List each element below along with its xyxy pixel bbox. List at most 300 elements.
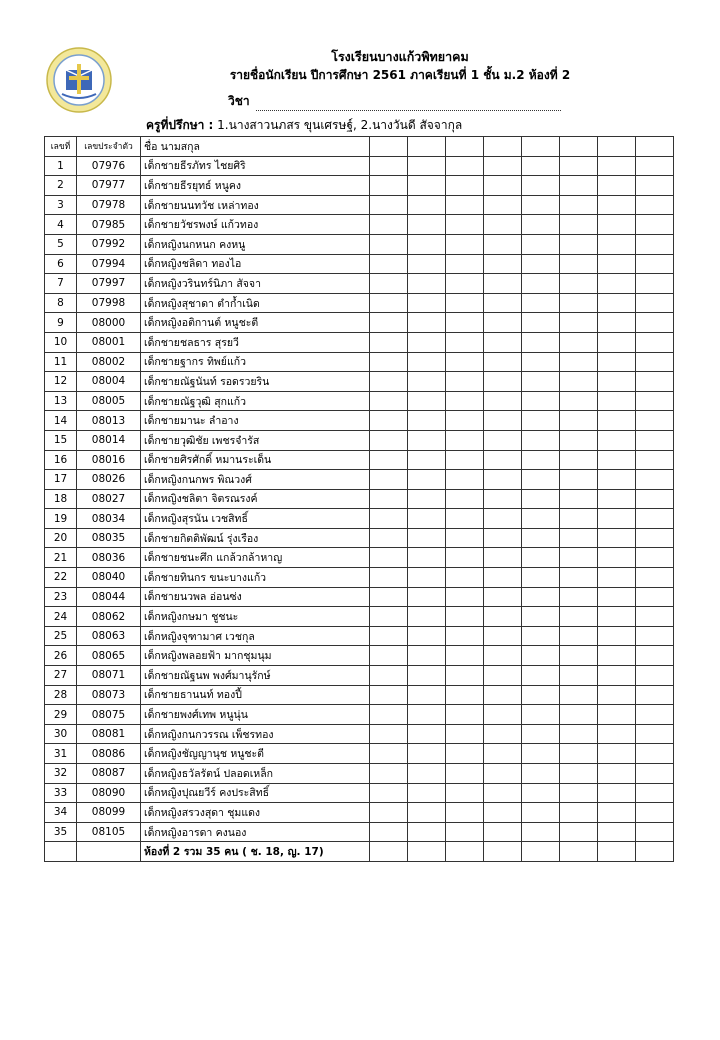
cell-blank <box>636 783 674 803</box>
cell-student-id: 08090 <box>77 783 141 803</box>
table-row <box>45 176 674 196</box>
cell-blank <box>484 176 522 196</box>
cell-blank <box>370 391 408 411</box>
table-row <box>45 626 674 646</box>
cell-blank <box>636 156 674 176</box>
cell-blank <box>560 803 598 823</box>
summary-blank <box>560 842 598 862</box>
cell-blank <box>370 430 408 450</box>
table-row <box>45 430 674 450</box>
cell-blank <box>560 254 598 274</box>
cell-blank <box>370 274 408 294</box>
cell-blank <box>484 705 522 725</box>
table-row <box>45 215 674 235</box>
cell-blank <box>370 803 408 823</box>
cell-blank <box>370 724 408 744</box>
cell-blank <box>446 607 484 627</box>
cell-blank <box>446 313 484 333</box>
cell-blank <box>636 548 674 568</box>
cell-blank <box>598 724 636 744</box>
cell-blank <box>522 234 560 254</box>
header-name: ชื่อ นามสกุล <box>141 137 370 157</box>
cell-name: เด็กหญิงปุณยวีร์ คงประสิทธิ์ <box>141 783 370 803</box>
school-logo <box>44 46 114 114</box>
cell-blank <box>484 822 522 842</box>
cell-blank <box>636 215 674 235</box>
cell-blank <box>522 176 560 196</box>
table-row <box>45 391 674 411</box>
cell-number: 5 <box>45 234 77 254</box>
cell-student-id: 08014 <box>77 430 141 450</box>
cell-blank <box>522 822 560 842</box>
cell-number: 33 <box>45 783 77 803</box>
cell-blank <box>598 391 636 411</box>
cell-blank <box>484 607 522 627</box>
cell-blank <box>446 176 484 196</box>
cell-blank <box>446 450 484 470</box>
cell-number: 3 <box>45 195 77 215</box>
cell-blank <box>408 724 446 744</box>
header-blank <box>408 137 446 157</box>
cell-blank <box>408 587 446 607</box>
cell-blank <box>598 666 636 686</box>
cell-blank <box>598 156 636 176</box>
cell-blank <box>446 568 484 588</box>
cell-student-id: 08062 <box>77 607 141 627</box>
cell-name: เด็กหญิงสุชาดา ตำก้ำเนิด <box>141 293 370 313</box>
cell-blank <box>560 607 598 627</box>
cell-blank <box>446 646 484 666</box>
cell-blank <box>598 646 636 666</box>
cell-blank <box>484 372 522 392</box>
cell-student-id: 08034 <box>77 509 141 529</box>
cell-blank <box>484 195 522 215</box>
summary-blank <box>77 842 141 862</box>
table-row <box>45 509 674 529</box>
cell-blank <box>484 450 522 470</box>
cell-blank <box>560 450 598 470</box>
cell-blank <box>484 528 522 548</box>
cell-student-id: 07985 <box>77 215 141 235</box>
table-row <box>45 411 674 431</box>
cell-blank <box>560 293 598 313</box>
cell-number: 25 <box>45 626 77 646</box>
cell-blank <box>598 822 636 842</box>
cell-blank <box>370 372 408 392</box>
cell-blank <box>370 215 408 235</box>
cell-blank <box>522 509 560 529</box>
cell-name: เด็กหญิงจุฑามาศ เวชกุล <box>141 626 370 646</box>
cell-student-id: 08065 <box>77 646 141 666</box>
cell-student-id: 07992 <box>77 234 141 254</box>
cell-blank <box>598 587 636 607</box>
cell-blank <box>560 391 598 411</box>
cell-blank <box>522 450 560 470</box>
cell-blank <box>484 803 522 823</box>
cell-blank <box>408 195 446 215</box>
cell-student-id: 08040 <box>77 568 141 588</box>
cell-blank <box>446 548 484 568</box>
advisor-names: 1.นางสาวนภสร ขุนเศรษฐ์, 2.นางวันดี สัจจากุล <box>217 118 463 132</box>
cell-blank <box>484 332 522 352</box>
cell-blank <box>636 254 674 274</box>
cell-blank <box>598 744 636 764</box>
cell-student-id: 08086 <box>77 744 141 764</box>
cell-blank <box>636 470 674 490</box>
table-row <box>45 528 674 548</box>
cell-number: 11 <box>45 352 77 372</box>
subject-label: วิชา <box>228 94 250 108</box>
cell-number: 19 <box>45 509 77 529</box>
cell-blank <box>446 391 484 411</box>
cell-blank <box>370 568 408 588</box>
cell-blank <box>598 215 636 235</box>
table-row <box>45 607 674 627</box>
cell-blank <box>560 626 598 646</box>
header-blank <box>370 137 408 157</box>
cell-blank <box>446 215 484 235</box>
cell-blank <box>446 352 484 372</box>
cell-blank <box>484 391 522 411</box>
cell-blank <box>408 568 446 588</box>
cell-blank <box>522 705 560 725</box>
cell-name: เด็กชายธานนท์ ทองปี้ <box>141 685 370 705</box>
cell-blank <box>408 156 446 176</box>
cell-blank <box>598 450 636 470</box>
cell-student-id: 07994 <box>77 254 141 274</box>
cell-blank <box>636 176 674 196</box>
cell-blank <box>598 195 636 215</box>
cell-number: 9 <box>45 313 77 333</box>
cell-blank <box>408 764 446 784</box>
school-name: โรงเรียนบางแก้วพิทยาคม <box>331 49 469 64</box>
cell-blank <box>560 724 598 744</box>
cell-blank <box>560 411 598 431</box>
cell-blank <box>598 274 636 294</box>
cell-blank <box>446 744 484 764</box>
cell-number: 22 <box>45 568 77 588</box>
summary-row <box>45 842 674 862</box>
cell-student-id: 08000 <box>77 313 141 333</box>
cell-blank <box>370 626 408 646</box>
cell-blank <box>370 293 408 313</box>
cell-blank <box>598 685 636 705</box>
cell-blank <box>636 764 674 784</box>
cell-blank <box>484 293 522 313</box>
cell-blank <box>408 411 446 431</box>
cell-blank <box>522 215 560 235</box>
cell-name: เด็กชายณัฐนันท์ รอดรวยริน <box>141 372 370 392</box>
cell-blank <box>446 254 484 274</box>
cell-blank <box>636 450 674 470</box>
cell-blank <box>408 744 446 764</box>
cell-number: 4 <box>45 215 77 235</box>
cell-blank <box>408 332 446 352</box>
cell-student-id: 08036 <box>77 548 141 568</box>
cell-blank <box>370 254 408 274</box>
cell-blank <box>560 685 598 705</box>
header-blank <box>446 137 484 157</box>
cell-blank <box>598 803 636 823</box>
table-row <box>45 156 674 176</box>
cell-student-id: 08016 <box>77 450 141 470</box>
cell-blank <box>522 332 560 352</box>
cell-blank <box>484 470 522 490</box>
cell-blank <box>484 509 522 529</box>
cell-number: 13 <box>45 391 77 411</box>
cell-blank <box>636 646 674 666</box>
cell-name: เด็กหญิงกษมา ชูชนะ <box>141 607 370 627</box>
cell-blank <box>636 528 674 548</box>
cell-blank <box>446 764 484 784</box>
header-number: เลขที่ <box>45 137 77 157</box>
cell-blank <box>522 607 560 627</box>
cell-blank <box>598 783 636 803</box>
cell-name: เด็กชายณัฐวุฒิ สุกแก้ว <box>141 391 370 411</box>
cell-blank <box>370 450 408 470</box>
cell-blank <box>446 509 484 529</box>
cell-blank <box>598 411 636 431</box>
table-row <box>45 195 674 215</box>
cell-blank <box>446 293 484 313</box>
cell-blank <box>522 430 560 450</box>
cell-blank <box>560 509 598 529</box>
cell-blank <box>484 666 522 686</box>
cell-name: เด็กหญิงชัญญานุช หนูชะตี <box>141 744 370 764</box>
cell-blank <box>636 666 674 686</box>
cell-number: 8 <box>45 293 77 313</box>
cell-student-id: 07998 <box>77 293 141 313</box>
cell-blank <box>408 450 446 470</box>
cell-blank <box>560 548 598 568</box>
cell-blank <box>636 391 674 411</box>
cell-student-id: 08075 <box>77 705 141 725</box>
cell-number: 29 <box>45 705 77 725</box>
cell-number: 6 <box>45 254 77 274</box>
cell-blank <box>522 391 560 411</box>
cell-blank <box>408 489 446 509</box>
table-row <box>45 450 674 470</box>
cell-blank <box>446 234 484 254</box>
cell-blank <box>446 626 484 646</box>
cell-blank <box>484 548 522 568</box>
cell-blank <box>522 372 560 392</box>
cell-name: เด็กหญิงวรินทร์นิภา สัจจา <box>141 274 370 294</box>
cell-blank <box>560 234 598 254</box>
cell-name: เด็กชายกิตติพัฒน์ รุ่งเรือง <box>141 528 370 548</box>
summary-blank <box>45 842 77 862</box>
cell-blank <box>408 646 446 666</box>
cell-name: เด็กชายธีรภัทร ไชยศิริ <box>141 156 370 176</box>
cell-blank <box>408 293 446 313</box>
cell-blank <box>408 783 446 803</box>
cell-name: เด็กหญิงนกหนก คงหนู <box>141 234 370 254</box>
student-roster-table <box>44 136 674 862</box>
cell-blank <box>408 705 446 725</box>
summary-blank <box>446 842 484 862</box>
cell-blank <box>408 548 446 568</box>
cell-blank <box>484 489 522 509</box>
cell-blank <box>370 783 408 803</box>
cell-blank <box>408 470 446 490</box>
cell-student-id: 08087 <box>77 764 141 784</box>
cell-blank <box>484 411 522 431</box>
cell-student-id: 08002 <box>77 352 141 372</box>
cell-blank <box>484 234 522 254</box>
cell-blank <box>408 803 446 823</box>
cell-number: 23 <box>45 587 77 607</box>
cell-blank <box>446 430 484 450</box>
cell-blank <box>484 568 522 588</box>
cell-number: 18 <box>45 489 77 509</box>
cell-blank <box>636 705 674 725</box>
summary-blank <box>370 842 408 862</box>
cell-blank <box>522 587 560 607</box>
cell-name: เด็กชายฐากร ทิพย์แก้ว <box>141 352 370 372</box>
cell-blank <box>484 646 522 666</box>
cell-blank <box>370 195 408 215</box>
cell-blank <box>598 372 636 392</box>
cell-blank <box>636 293 674 313</box>
cell-blank <box>370 176 408 196</box>
cell-blank <box>560 744 598 764</box>
table-row <box>45 313 674 333</box>
cell-blank <box>598 234 636 254</box>
cell-number: 20 <box>45 528 77 548</box>
cell-blank <box>636 274 674 294</box>
cell-blank <box>598 470 636 490</box>
cell-blank <box>446 156 484 176</box>
table-row <box>45 568 674 588</box>
cell-blank <box>522 783 560 803</box>
cell-blank <box>408 626 446 646</box>
cell-blank <box>484 352 522 372</box>
cell-blank <box>522 293 560 313</box>
cell-blank <box>446 489 484 509</box>
cell-blank <box>522 548 560 568</box>
cell-blank <box>408 372 446 392</box>
cell-blank <box>446 724 484 744</box>
table-row <box>45 274 674 294</box>
cell-name: เด็กหญิงกนกวรรณ เพ็ชรทอง <box>141 724 370 744</box>
cell-blank <box>636 430 674 450</box>
cell-number: 12 <box>45 372 77 392</box>
header-blank <box>636 137 674 157</box>
cell-blank <box>408 274 446 294</box>
cell-blank <box>560 705 598 725</box>
cell-name: เด็กชายวัชรพงษ์ แก้วทอง <box>141 215 370 235</box>
table-row <box>45 587 674 607</box>
cell-blank <box>484 430 522 450</box>
cell-blank <box>408 313 446 333</box>
cell-blank <box>522 470 560 490</box>
cell-blank <box>408 234 446 254</box>
summary-blank <box>484 842 522 862</box>
table-row <box>45 822 674 842</box>
cell-name: เด็กหญิงสุรนัน เวชสิทธิ์ <box>141 509 370 529</box>
cell-blank <box>446 666 484 686</box>
header-blank <box>560 137 598 157</box>
cell-blank <box>484 724 522 744</box>
table-row <box>45 724 674 744</box>
cell-number: 7 <box>45 274 77 294</box>
advisor-label: ครูที่ปรึกษา : <box>146 118 214 132</box>
cell-blank <box>636 744 674 764</box>
cell-blank <box>446 803 484 823</box>
table-row <box>45 254 674 274</box>
cell-number: 10 <box>45 332 77 352</box>
cell-number: 30 <box>45 724 77 744</box>
cell-student-id: 08073 <box>77 685 141 705</box>
cell-blank <box>560 666 598 686</box>
table-row <box>45 372 674 392</box>
cell-name: เด็กชายนวพล อ่อนซ่ง <box>141 587 370 607</box>
cell-blank <box>636 626 674 646</box>
cell-blank <box>636 195 674 215</box>
summary-blank <box>408 842 446 862</box>
cell-blank <box>522 411 560 431</box>
subject-blank-line <box>256 98 561 111</box>
cell-blank <box>446 274 484 294</box>
cell-blank <box>484 274 522 294</box>
cell-blank <box>598 764 636 784</box>
cell-blank <box>370 685 408 705</box>
cell-blank <box>522 489 560 509</box>
cell-blank <box>408 176 446 196</box>
cell-blank <box>370 411 408 431</box>
cell-number: 26 <box>45 646 77 666</box>
cell-number: 15 <box>45 430 77 450</box>
cell-blank <box>408 254 446 274</box>
cell-name: เด็กชายศิรศักดิ์ หมานระเด็น <box>141 450 370 470</box>
cell-name: เด็กหญิงชลิดา ทองไอ <box>141 254 370 274</box>
table-row <box>45 293 674 313</box>
cell-blank <box>446 195 484 215</box>
cell-blank <box>370 313 408 333</box>
cell-name: เด็กชายธีรยุทธ์ หนูคง <box>141 176 370 196</box>
table-row <box>45 744 674 764</box>
cell-blank <box>446 528 484 548</box>
cell-student-id: 08081 <box>77 724 141 744</box>
cell-blank <box>522 352 560 372</box>
cell-blank <box>484 764 522 784</box>
cell-blank <box>408 607 446 627</box>
cell-blank <box>598 430 636 450</box>
cell-blank <box>560 489 598 509</box>
cell-blank <box>446 685 484 705</box>
cell-blank <box>522 744 560 764</box>
cell-blank <box>560 430 598 450</box>
cell-blank <box>370 587 408 607</box>
cell-blank <box>560 470 598 490</box>
cell-blank <box>560 587 598 607</box>
cell-blank <box>636 411 674 431</box>
cell-blank <box>408 391 446 411</box>
cell-student-id: 08026 <box>77 470 141 490</box>
cell-blank <box>598 548 636 568</box>
cell-name: เด็กหญิงธวัลรัตน์ ปลอดเหล็ก <box>141 764 370 784</box>
cell-blank <box>370 607 408 627</box>
cell-blank <box>598 489 636 509</box>
cell-blank <box>408 685 446 705</box>
cell-blank <box>636 372 674 392</box>
cell-blank <box>560 764 598 784</box>
cell-blank <box>560 215 598 235</box>
summary-blank <box>636 842 674 862</box>
cell-blank <box>522 254 560 274</box>
cell-blank <box>636 313 674 333</box>
cell-blank <box>560 195 598 215</box>
